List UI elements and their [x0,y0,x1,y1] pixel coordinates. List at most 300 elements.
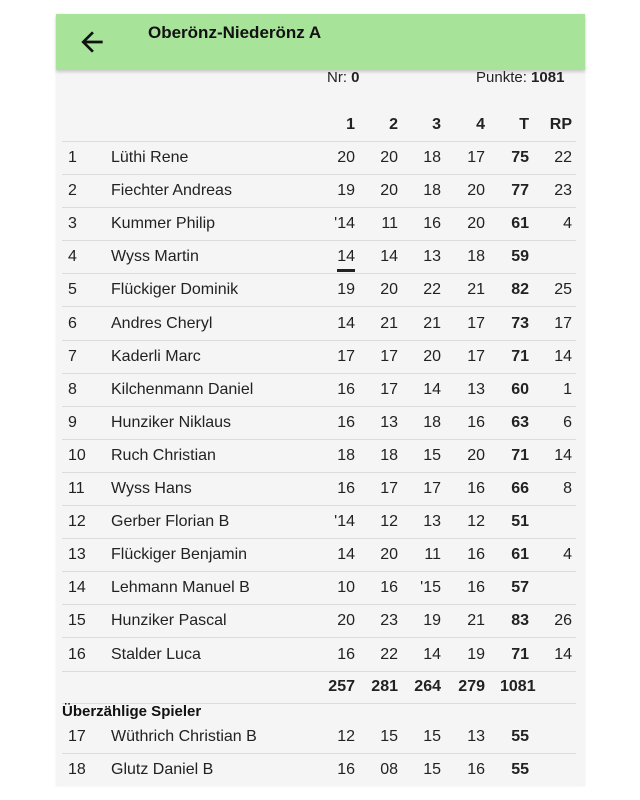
cell-value-nr: 5 [68,281,77,299]
cell-value-name: Kaderli Marc [111,347,201,365]
nr-label: Nr: [327,69,347,86]
cell-s2 [370,141,398,174]
cell-value-s1: '14 [334,513,355,531]
table-row[interactable] [62,273,576,307]
cell-rp [542,753,572,786]
cell-value-s4: 19 [467,645,485,663]
cell-t [500,273,529,306]
cell-nr [62,240,98,273]
cell-name [111,340,331,373]
cell-value-rp: 25 [554,281,572,299]
cell-rp [542,720,572,753]
cell-value-t: 71 [511,645,529,663]
cell-value-s3: 20 [423,347,441,365]
cell-t [500,307,529,340]
cell-value-s2: 12 [380,513,398,531]
cell-nr [62,753,98,786]
cell-s3 [413,307,441,340]
cell-s3 [413,538,441,571]
cell-value-s1: 18 [337,446,355,464]
cell-rp [542,505,572,538]
cell-value-name: Kilchenmann Daniel [111,380,254,398]
cell-s4 [457,439,485,472]
cell-value-s4: 20 [467,446,485,464]
cell-s3 [413,373,441,406]
table-row[interactable] [62,141,576,175]
cell-value-s3: 11 [424,546,441,564]
cell-value-s3: 14 [423,380,441,398]
cell-rp [542,273,572,306]
cell-value-s4: 18 [467,248,485,266]
cell-value-s1: 16 [337,480,355,497]
cell-value-nr: 13 [68,546,86,564]
table-row[interactable] [62,720,576,754]
app-bar [56,14,585,70]
cell-value-name: Gerber Florian B [111,513,230,531]
cell-rp [542,406,572,439]
cell-value-s2: 18 [380,446,398,464]
column-header-3: 3 [432,116,441,133]
table-row[interactable] [62,240,576,274]
cell-nr [62,604,98,637]
cell-value-s2: 21 [380,314,398,332]
cell-value-nr: 6 [68,314,77,332]
punkte-value: 1081 [531,69,565,86]
cell-s3 [413,207,441,240]
table-row[interactable] [62,340,576,374]
table-row[interactable] [62,439,576,473]
cell-s2 [370,307,398,340]
cell-s3 [413,406,441,439]
cell-nr [62,141,98,174]
cell-value-nr: 14 [68,579,86,597]
cell-s3 [413,240,441,273]
cell-rp [542,340,572,373]
cell-value-s2: 13 [380,413,398,431]
cell-t [500,753,529,786]
cell-value-rp: 14 [554,446,572,464]
table-row[interactable] [62,307,576,341]
cell-value-s3: '15 [420,579,441,597]
cell-value-s4: 12 [467,513,485,531]
cell-s2 [370,538,398,571]
cell-value-t: 59 [511,248,529,266]
cell-value-s1: 14 [337,546,355,564]
cell-value-name: Wüthrich Christian B [111,728,257,745]
cell-rp [542,638,572,671]
column-header-2: 2 [389,116,398,133]
cell-value-s4: 17 [467,149,485,166]
cell-value-t: 57 [511,579,529,597]
cell-value-rp: 4 [563,215,572,233]
cell-value-s1: 20 [337,149,355,166]
cell-t [500,720,529,753]
cell-s2 [370,571,398,604]
cell-value-name: Hunziker Niklaus [111,413,232,431]
cell-s4 [457,373,485,406]
cell-value-s2: 23 [380,612,398,630]
cell-rp [542,571,572,604]
cell-value-s4: 16 [467,761,485,779]
cell-t [500,638,529,671]
table-row[interactable] [62,604,576,638]
cell-value-s4: 20 [467,215,485,233]
total-1: 257 [328,678,355,695]
cell-rp [542,207,572,240]
cell-value-t: 55 [511,728,529,745]
nr-value: 0 [351,69,360,86]
cell-name [111,141,331,174]
cell-nr [62,273,98,306]
cell-s2 [370,373,398,406]
cell-name [111,373,331,406]
cell-value-name: Flückiger Benjamin [111,546,248,564]
cell-value-s4: 16 [467,579,485,597]
cell-nr [62,720,98,753]
cell-value-s3: 15 [423,728,441,745]
cell-name [111,307,331,340]
cell-s3 [413,340,441,373]
cell-s1 [327,340,355,373]
cell-s1 [327,753,355,786]
cell-value-s2: 20 [380,182,398,200]
cell-s2 [370,240,398,273]
cell-value-t: 77 [511,182,529,200]
cell-nr [62,472,98,505]
cell-value-t: 66 [511,480,529,497]
cell-s1 [327,604,355,637]
cell-name [111,538,331,571]
extra-players-heading: Überzählige Spieler [62,703,202,720]
cell-value-t: 83 [511,612,529,630]
cell-value-s2: 17 [380,480,398,497]
cell-nr [62,571,98,604]
cell-s2 [370,604,398,637]
cell-s4 [457,571,485,604]
cell-s4 [457,174,485,207]
cell-value-name: Lehmann Manuel B [111,579,250,597]
punkte-label: Punkte: [476,69,527,86]
cell-value-s4: 13 [467,380,485,398]
cell-value-s1: 14 [337,245,355,272]
cell-value-name: Andres Cheryl [111,314,213,332]
total-4: 279 [458,678,485,695]
cell-s4 [457,753,485,786]
cell-s1 [327,174,355,207]
cell-value-s1: 19 [337,182,355,200]
cell-value-name: Stalder Luca [111,645,201,663]
nr-summary [327,68,360,88]
cell-t [500,604,529,637]
cell-value-name: Glutz Daniel B [111,761,214,779]
cell-rp [542,141,572,174]
cell-value-s1: 19 [337,281,355,299]
cell-s1 [327,505,355,538]
total-2: 281 [371,678,398,695]
cell-value-s1: 10 [337,579,355,597]
cell-name [111,505,331,538]
cell-value-rp: 1 [563,380,572,398]
cell-nr [62,406,98,439]
cell-value-s2: 15 [380,728,398,745]
cell-t [500,174,529,207]
cell-value-s1: 17 [337,347,355,365]
cell-s2 [370,207,398,240]
cell-t [500,240,529,273]
cell-s4 [457,604,485,637]
cell-value-nr: 18 [68,761,86,779]
cell-s1 [327,538,355,571]
cell-s2 [370,406,398,439]
table-row[interactable] [62,505,576,539]
cell-value-s3: 22 [423,281,441,299]
cell-value-s4: 16 [467,480,485,497]
cell-value-nr: 4 [68,248,77,266]
cell-s4 [457,638,485,671]
cell-value-s3: 18 [423,413,441,431]
cell-value-s2: 17 [380,347,398,365]
cell-rp [542,307,572,340]
cell-nr [62,538,98,571]
cell-value-rp: 6 [563,413,572,431]
cell-value-nr: 8 [68,380,77,398]
cell-value-name: Hunziker Pascal [111,612,227,630]
column-header-rp: RP [549,116,572,133]
cell-s3 [413,571,441,604]
cell-value-s2: 17 [380,380,398,398]
cell-value-s2: 11 [381,215,398,233]
cell-value-s3: 13 [423,513,441,531]
cell-rp [542,439,572,472]
cell-value-s2: 08 [380,761,398,779]
cell-t [500,340,529,373]
cell-s4 [457,273,485,306]
cell-value-s3: 18 [423,182,441,200]
cell-s3 [413,638,441,671]
cell-s2 [370,439,398,472]
cell-t [500,439,529,472]
cell-nr [62,340,98,373]
cell-s2 [370,638,398,671]
cell-s1 [327,240,355,273]
cell-name [111,240,331,273]
table-row[interactable] [62,571,576,605]
cell-value-s1: 16 [337,380,355,398]
cell-value-nr: 16 [68,645,86,663]
table-row[interactable] [62,538,576,572]
cell-value-s4: 16 [467,546,485,564]
cell-value-s4: 21 [467,281,485,299]
cell-s2 [370,340,398,373]
cell-s4 [457,340,485,373]
cell-s3 [413,141,441,174]
cell-nr [62,307,98,340]
cell-rp [542,373,572,406]
arrow-left-icon [76,26,108,58]
cell-rp [542,174,572,207]
cell-s4 [457,406,485,439]
cell-s1 [327,141,355,174]
cell-value-rp: 14 [554,645,572,663]
cell-value-s3: 21 [423,314,441,332]
cell-value-t: 63 [511,413,529,431]
cell-value-nr: 9 [68,413,77,431]
cell-value-t: 71 [511,446,529,464]
cell-s1 [327,638,355,671]
cell-s3 [413,505,441,538]
cell-value-s3: 19 [423,612,441,630]
cell-value-s1: 12 [337,728,355,745]
table-row[interactable] [62,406,576,440]
cell-value-s3: 14 [423,645,441,663]
cell-value-s3: 15 [423,761,441,779]
cell-value-s1: 20 [337,612,355,630]
cell-s3 [413,439,441,472]
cell-value-s3: 13 [423,248,441,266]
cell-name [111,753,331,786]
cell-value-s2: 20 [380,546,398,564]
cell-s1 [327,720,355,753]
cell-nr [62,439,98,472]
back-button[interactable] [76,26,108,58]
cell-t [500,571,529,604]
cell-value-s1: 16 [337,413,355,431]
cell-s4 [457,472,485,505]
cell-value-s2: 20 [380,149,398,166]
cell-name [111,273,331,306]
cell-nr [62,207,98,240]
cell-value-s4: 21 [467,612,485,630]
cell-value-name: Flückiger Dominik [111,281,239,299]
cell-value-s4: 13 [467,728,485,745]
cell-value-nr: 17 [68,728,86,745]
cell-s2 [370,505,398,538]
cell-value-t: 71 [511,347,529,365]
cell-nr [62,373,98,406]
column-header-total: T [519,116,529,133]
cell-t [500,472,529,505]
cell-value-rp: 4 [563,546,572,564]
cell-value-s2: 14 [380,248,398,266]
table-row[interactable] [62,472,576,506]
table-row[interactable] [62,753,576,786]
cell-s4 [457,538,485,571]
cell-name [111,720,331,753]
cell-s3 [413,604,441,637]
table-row[interactable] [62,174,576,208]
table-row[interactable] [62,207,576,241]
cell-value-s4: 17 [467,314,485,332]
cell-s2 [370,720,398,753]
cell-value-nr: 3 [68,215,77,233]
cell-name [111,604,331,637]
cell-value-s2: 16 [380,579,398,597]
cell-value-t: 73 [511,314,529,332]
punkte-summary [476,68,564,88]
cell-value-name: Wyss Hans [111,480,192,497]
total-3: 264 [414,678,441,695]
cell-value-t: 60 [511,380,529,398]
cell-value-s4: 17 [467,347,485,365]
cell-value-name: Ruch Christian [111,446,216,464]
cell-value-nr: 11 [68,480,85,497]
cell-value-s1: '14 [334,215,355,233]
cell-value-rp: 17 [554,314,572,332]
cell-value-nr: 15 [68,612,86,630]
cell-value-t: 61 [511,546,529,564]
cell-value-s1: 16 [337,645,355,663]
cell-name [111,638,331,671]
cell-t [500,538,529,571]
table-row[interactable] [62,373,576,407]
cell-s4 [457,505,485,538]
cell-value-s3: 16 [423,215,441,233]
cell-value-s2: 20 [380,281,398,299]
cell-s4 [457,240,485,273]
cell-rp [542,472,572,505]
total-sum: 1081 [500,678,536,695]
cell-s2 [370,753,398,786]
column-header-4: 4 [476,116,485,133]
cell-value-t: 61 [511,215,529,233]
cell-value-s1: 14 [337,314,355,332]
cell-s1 [327,406,355,439]
cell-t [500,505,529,538]
cell-name [111,472,331,505]
cell-s4 [457,307,485,340]
column-header-row [62,108,576,142]
cell-s1 [327,472,355,505]
cell-value-rp: 26 [554,612,572,630]
cell-value-nr: 1 [68,149,77,166]
cell-s3 [413,472,441,505]
cell-value-s3: 18 [423,149,441,166]
cell-nr [62,638,98,671]
cell-s1 [327,307,355,340]
cell-value-s3: 15 [423,446,441,464]
cell-value-nr: 10 [68,446,86,464]
cell-s1 [327,439,355,472]
cell-value-name: Fiechter Andreas [111,182,232,200]
cell-value-s4: 16 [467,413,485,431]
cell-value-s4: 20 [467,182,485,200]
cell-value-nr: 7 [68,347,77,365]
cell-s2 [370,273,398,306]
table-row[interactable] [62,638,576,672]
cell-value-rp: 14 [554,347,572,365]
cell-value-name: Kummer Philip [111,215,216,233]
cell-s3 [413,273,441,306]
cell-s4 [457,207,485,240]
totals-row [62,670,576,704]
cell-value-t: 51 [511,513,529,531]
cell-rp [542,538,572,571]
cell-value-s3: 17 [423,480,441,497]
cell-value-rp: 22 [554,149,572,166]
cell-s3 [413,720,441,753]
cell-name [111,439,331,472]
cell-value-name: Wyss Martin [111,248,199,266]
cell-s1 [327,207,355,240]
cell-value-t: 82 [511,281,529,299]
cell-rp [542,240,572,273]
cell-s4 [457,141,485,174]
cell-s1 [327,273,355,306]
cell-s2 [370,472,398,505]
cell-nr [62,505,98,538]
cell-s4 [457,720,485,753]
page-title: Oberönz-Niederönz A [148,23,322,42]
